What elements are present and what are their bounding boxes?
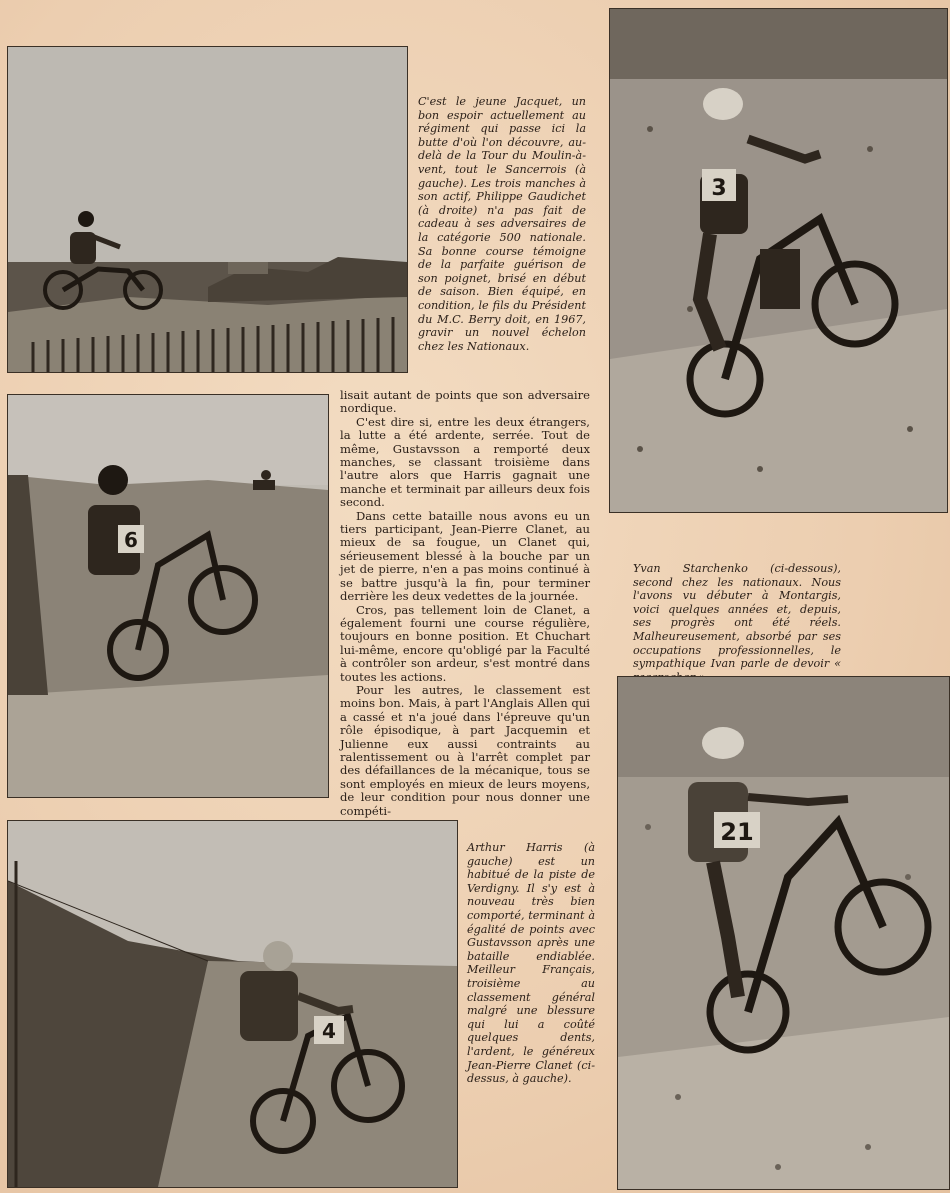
plate-number-clanet: 6: [124, 528, 138, 552]
photo-clanet: [7, 394, 329, 798]
article-paragraph: C'est dire si, entre les deux étrangers, la lutte a été ardente, serrée. Tout de même, Gustavsson a remporté deux manches, se classant troisième dans l'autre alors que Harris gagnait une manche et terminait par ailleurs deux fois second.: [340, 414, 590, 510]
photo-gaudichet: [609, 8, 948, 513]
photo-starchenko: [617, 676, 950, 1190]
caption-starchenko: Yvan Starchenko (ci-dessous), second chez les nationaux. Nous l'avons vu débuter à Montargis, voici quelques années et, depuis, ses progrès ont été réels. Malheureusement, absorbé par ses occupations professionnelles, le sympathique Ivan parle de devoir «: [633, 562, 841, 671]
photo-jacquet: [7, 46, 408, 373]
photo-harris: [7, 820, 458, 1188]
article-paragraph: Dans cette bataille nous avons eu un tiers participant, Jean-Pierre Clanet, au mieux de sa fougue, un Clanet qui, sérieusement blessé à la bouche par un jet de pierre, n'en a pas moins continué à se battre jusqu'à la fin, pour terminer derrière les deux vedettes de la journée.: [340, 508, 590, 604]
caption-harris: Arthur Harris (à gauche) est un habitué de la piste de Verdigny. Il s'y est à nouveau très bien comporté, terminant à égalité de points avec Gustavsson après une bataille endiablée. Meilleur Français, troisième au classement général malgré une blessure qui lui a coûté quelques dents, l'ardent, le généreux Jean-Pierre Clanet (ci-dessus, à gauche).: [467, 841, 595, 1086]
plate-number-gaudichet: 3: [711, 176, 727, 201]
plate-number-harris: 4: [322, 1019, 336, 1043]
article-body: [340, 389, 590, 818]
plate-number-starchenko: 21: [720, 818, 754, 846]
article-paragraph: Pour les autres, le classement est moins bon. Mais, à part l'Anglais Allen qui a cassé et n'a joué dans l'épreuve qu'un rôle épisodique, à part Jacquemin et Julienne eux aussi contraints au ralentissement ou à l'arrêt complet par des défaillances de la mécanique, tous se sont employés en mieux de leurs moyens, de leur condition pour nous donner une compéti-: [340, 682, 590, 818]
article-paragraph: Cros, pas tellement loin de Clanet, a également fourni une course régulière, toujours en bonne position. Et Chuchart lui-même, encore qu'obligé par la Faculté à contrôler son ardeur, s'est montré dans toutes les actions.: [340, 602, 590, 684]
caption-jacquet: C'est le jeune Jacquet, un bon espoir actuellement au régiment qui passe ici la butte d'où l'on découvre, au-delà de la Tour du Moulin-à-vent, tout le Sancerrois (à gauche). Les trois manches à son actif, Philippe Gaudichet (à droite) n'a pas fait de cadeau à ses adversaires de la catégorie 500 nationale. Sa bonne course témoigne de la parfaite guérison de son poignet, brisé en début de saison. Bien équipé, en condition, le fils du Président du M.C. Berry doit, en 1967, gravir un nouvel échelon chez les Nationaux.: [418, 95, 586, 353]
article-paragraph: lisait autant de points que son adversaire nordique.: [340, 388, 590, 416]
